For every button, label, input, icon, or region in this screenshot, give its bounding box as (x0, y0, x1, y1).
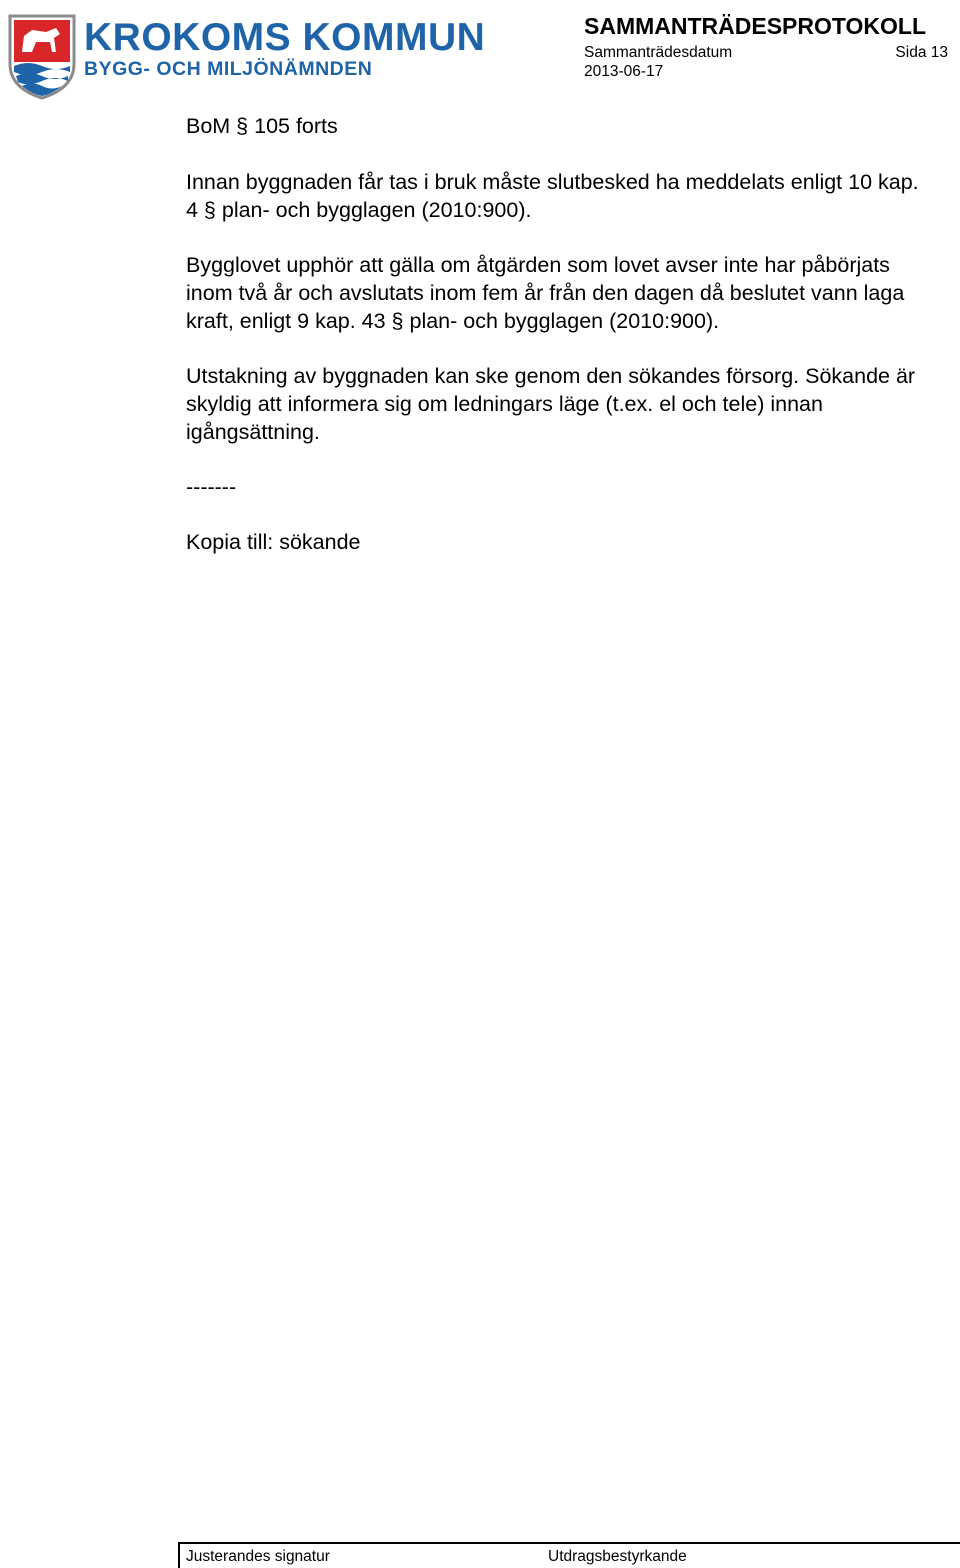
section-title: BoM § 105 forts (186, 114, 338, 138)
paragraph-permit-validity: Bygglovet upphör att gälla om åtgärden som lovet avser inte har påbörjats inom två år och avslutats inom fem år från den dagen då beslutet vann laga kraft, enligt 9 kap. 43 § plan- och bygglagen (2010:900). (186, 253, 905, 333)
logo-name: KROKOMS KOMMUN (84, 16, 486, 59)
meeting-date-label: Sammanträdesdatum (584, 44, 733, 61)
certification-label: Utdragsbestyrkande (548, 1548, 687, 1565)
separator-dashes: ------- (186, 475, 237, 499)
document-type: SAMMANTRÄDESPROTOKOLL (584, 13, 927, 39)
signature-label: Justerandes signatur (186, 1548, 330, 1565)
coat-of-arms-icon (6, 12, 78, 100)
footer-corner-line (178, 1542, 180, 1568)
municipality-logo (4, 8, 486, 100)
footer-divider (178, 1542, 960, 1544)
paragraph-staking: Utstakning av byggnaden kan ske genom den sökandes försorg. Sökande är skyldig att informera sig om ledningars läge (t.ex. el och tele) innan igångsättning. (186, 364, 916, 444)
paragraph-copy-to: Kopia till: sökande (186, 530, 361, 554)
paragraph-final-inspection: Innan byggnaden får tas i bruk måste slutbesked ha meddelats enligt 10 kap. 4 § plan- och bygglagen (2010:900). (186, 170, 919, 222)
document-body (186, 112, 936, 583)
meeting-date: 2013-06-17 (584, 63, 664, 80)
page-number: Sida 13 (895, 44, 948, 61)
logo-subtitle: BYGG- OCH MILJÖNÄMNDEN (84, 58, 373, 80)
